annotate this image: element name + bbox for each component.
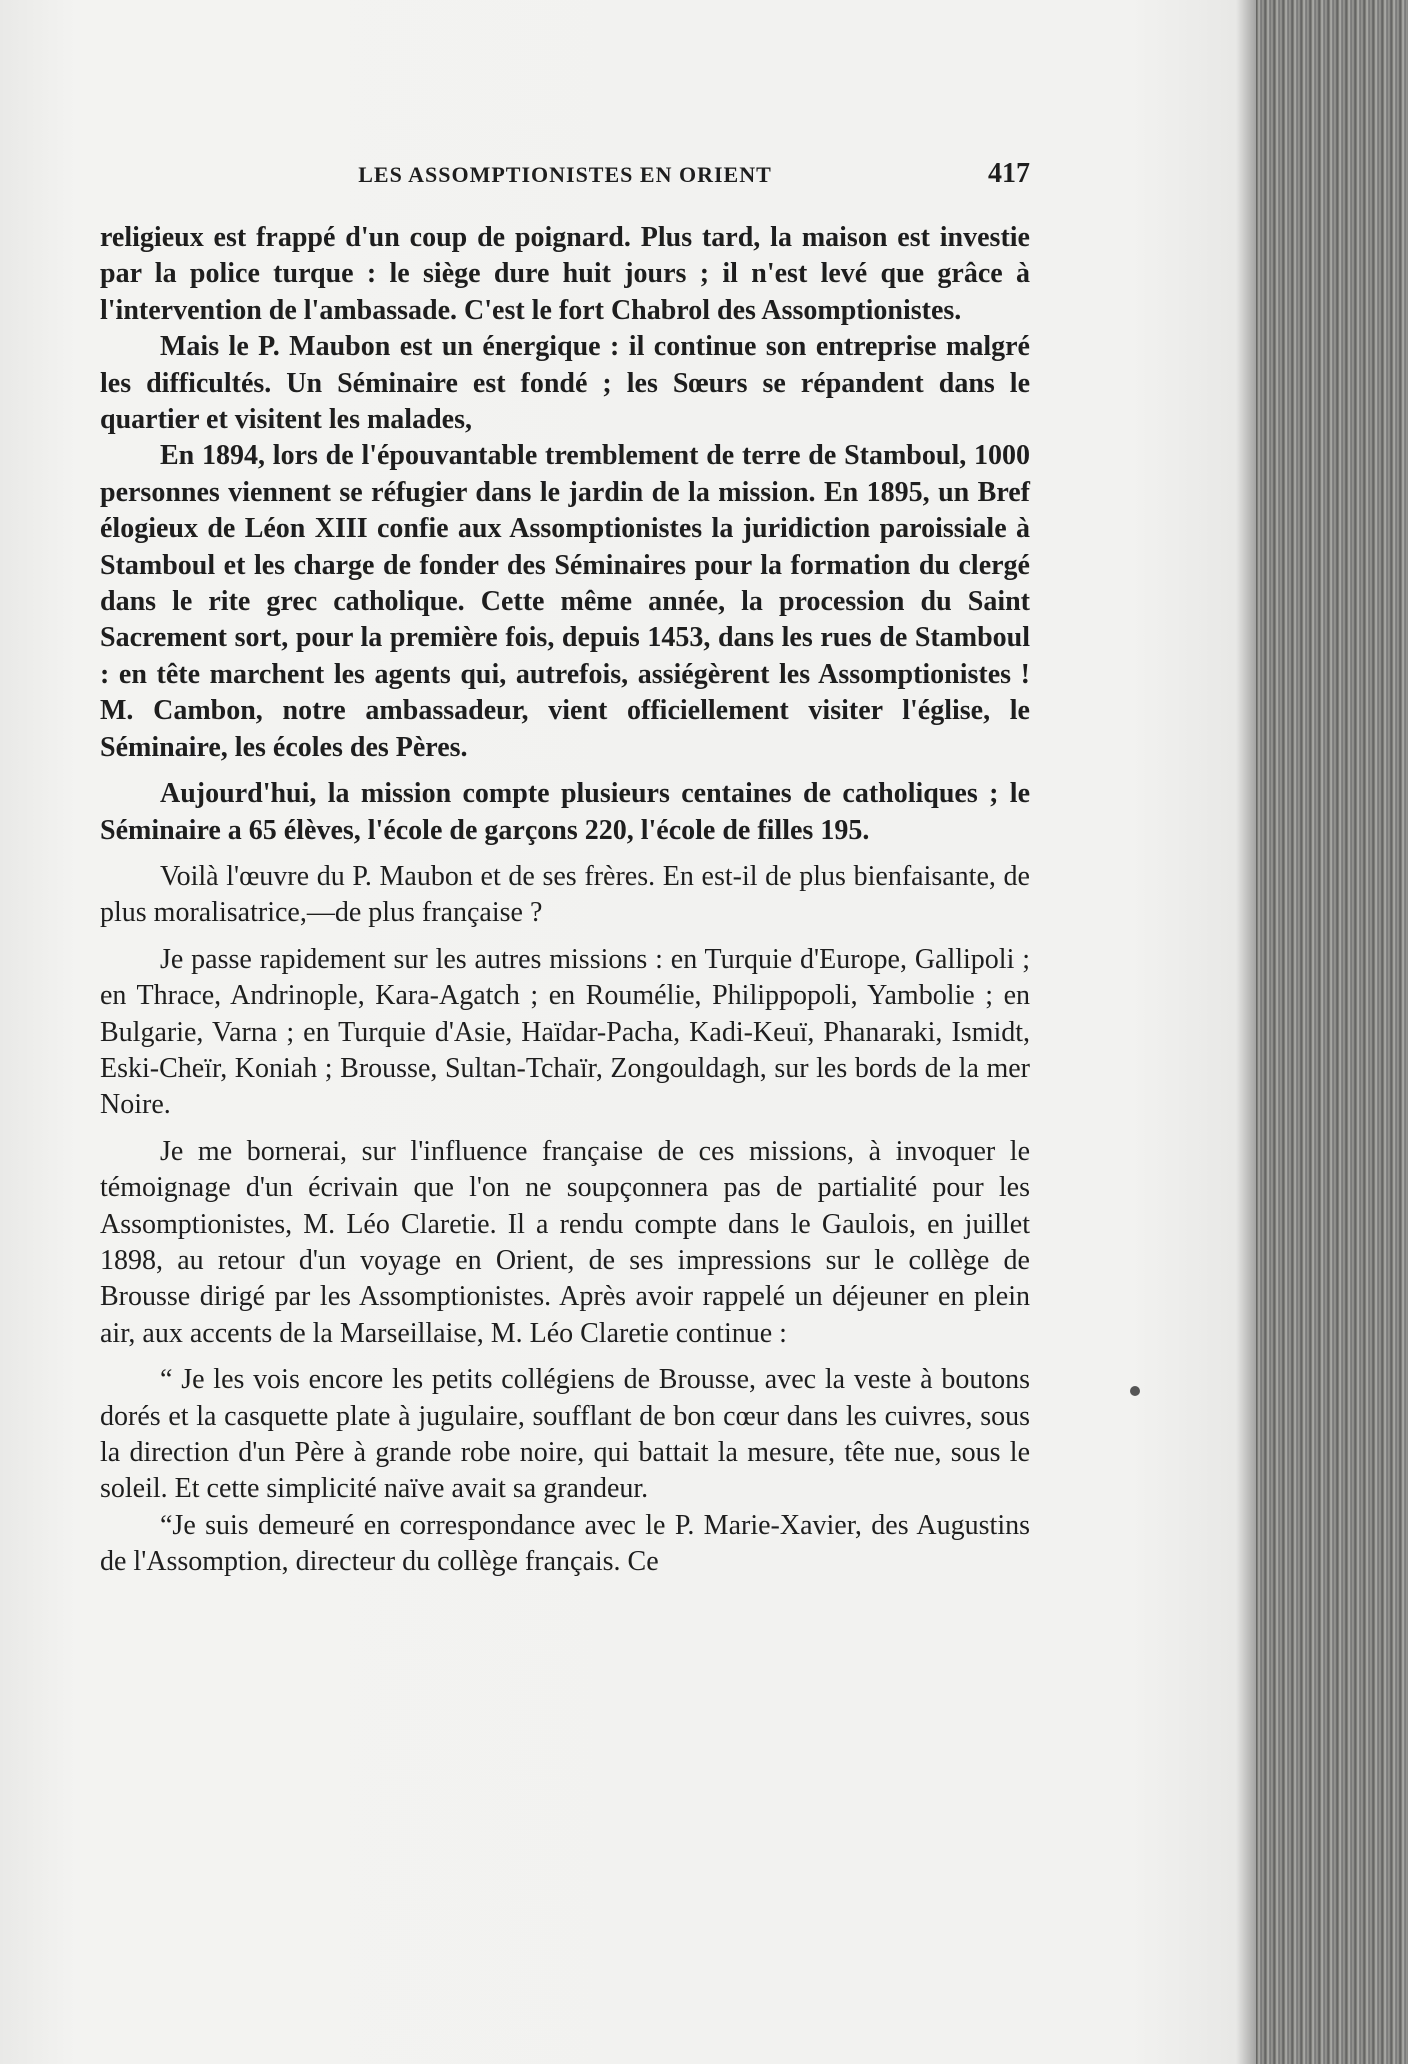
ink-speck — [1130, 1386, 1140, 1396]
page-number: 417 — [988, 158, 1030, 189]
paragraph: religieux est frappé d'un coup de poignard. Plus tard, la maison est investie par la police turque : le siège dure huit jours ; il n'est levé que grâce à l'intervention de l'ambassade. C'est le fort Chabrol des Assomptionistes. — [100, 222, 1030, 326]
body-text — [100, 220, 1030, 1581]
paragraph: Aujourd'hui, la mission compte plusieurs centaines de catholiques ; le Séminaire a 65 élèves, l'école de garçons 220, l'école de filles 195. — [100, 778, 1030, 846]
paragraph: Je me bornerai, sur l'influence française de ces missions, à invoquer le témoignage d'un écrivain que l'on ne soupçonnera pas de partialité pour les Assomptionistes, M. Léo Claretie. Il a rendu compte dans le Gaulois, en juillet 1898, au retour d'un voyage en Orient, de ses impressions sur le collège de Brousse dirigé par les Assomptionistes. Après avoir rappelé un déjeuner en plein air, aux accents de la Marseillaise, M. Léo Claretie continue : — [100, 1135, 1030, 1349]
paragraph: Voilà l'œuvre du P. Maubon et de ses frères. En est-il de plus bienfaisante, de plus moralisatrice,—de plus française ? — [100, 860, 1030, 929]
running-head: LES ASSOMPTIONISTES EN ORIENT — [358, 162, 772, 187]
paragraph: Je passe rapidement sur les autres missions : en Turquie d'Europe, Gallipoli ; en Thrace, Andrinople, Kara-Agatch ; en Roumélie, Philippopoli, Yambolie ; en Bulgarie, Varna ; en Turquie d'Asie, Haïdar-Pacha, Kadi-Keuï, Phanaraki, Ismidt, Eski-Cheïr, Koniah ; Brousse, Sultan-Tchaïr, Zongouldagh, sur les bords de la mer Noire. — [100, 943, 1030, 1121]
page-header — [100, 158, 1030, 202]
book-page-edges — [1256, 0, 1408, 2064]
quotation-paragraph: “Je suis demeuré en correspondance avec le P. Marie-Xavier, des Augustins de l'Assomption, directeur du collège français. Ce — [100, 1509, 1030, 1578]
quotation-paragraph: “ Je les vois encore les petits collégiens de Brousse, avec la veste à boutons dorés et la casquette plate à jugulaire, soufflant de bon cœur dans les cuivres, sous la direction d'un Père à grande robe noire, qui battait la mesure, tête nue, sous le soleil. Et cette simplicité naïve avait sa grandeur. — [100, 1364, 1030, 1505]
paragraph: En 1894, lors de l'épouvantable tremblement de terre de Stamboul, 1000 personnes viennent se réfugier dans le jardin de la mission. En 1895, un Bref élogieux de Léon XIII confie aux Assomptionistes la juridiction paroissiale à Stamboul et les charge de fonder des Séminaires pour la formation du clergé dans le rite grec catholique. Cette même année, la procession du Saint Sacrement sort, pour la première fois, depuis 1453, dans les rues de Stamboul : en tête marchent les agents qui, autrefois, assiégèrent les Assomptionistes ! M. Cambon, notre ambassadeur, vient officiellement visiter l'église, le Séminaire, les écoles des Pères. — [100, 440, 1030, 763]
paragraph: Mais le P. Maubon est un énergique : il continue son entreprise malgré les difficultés. Un Séminaire est fondé ; les Sœurs se répandent dans le quartier et visitent les malades, — [100, 331, 1030, 436]
